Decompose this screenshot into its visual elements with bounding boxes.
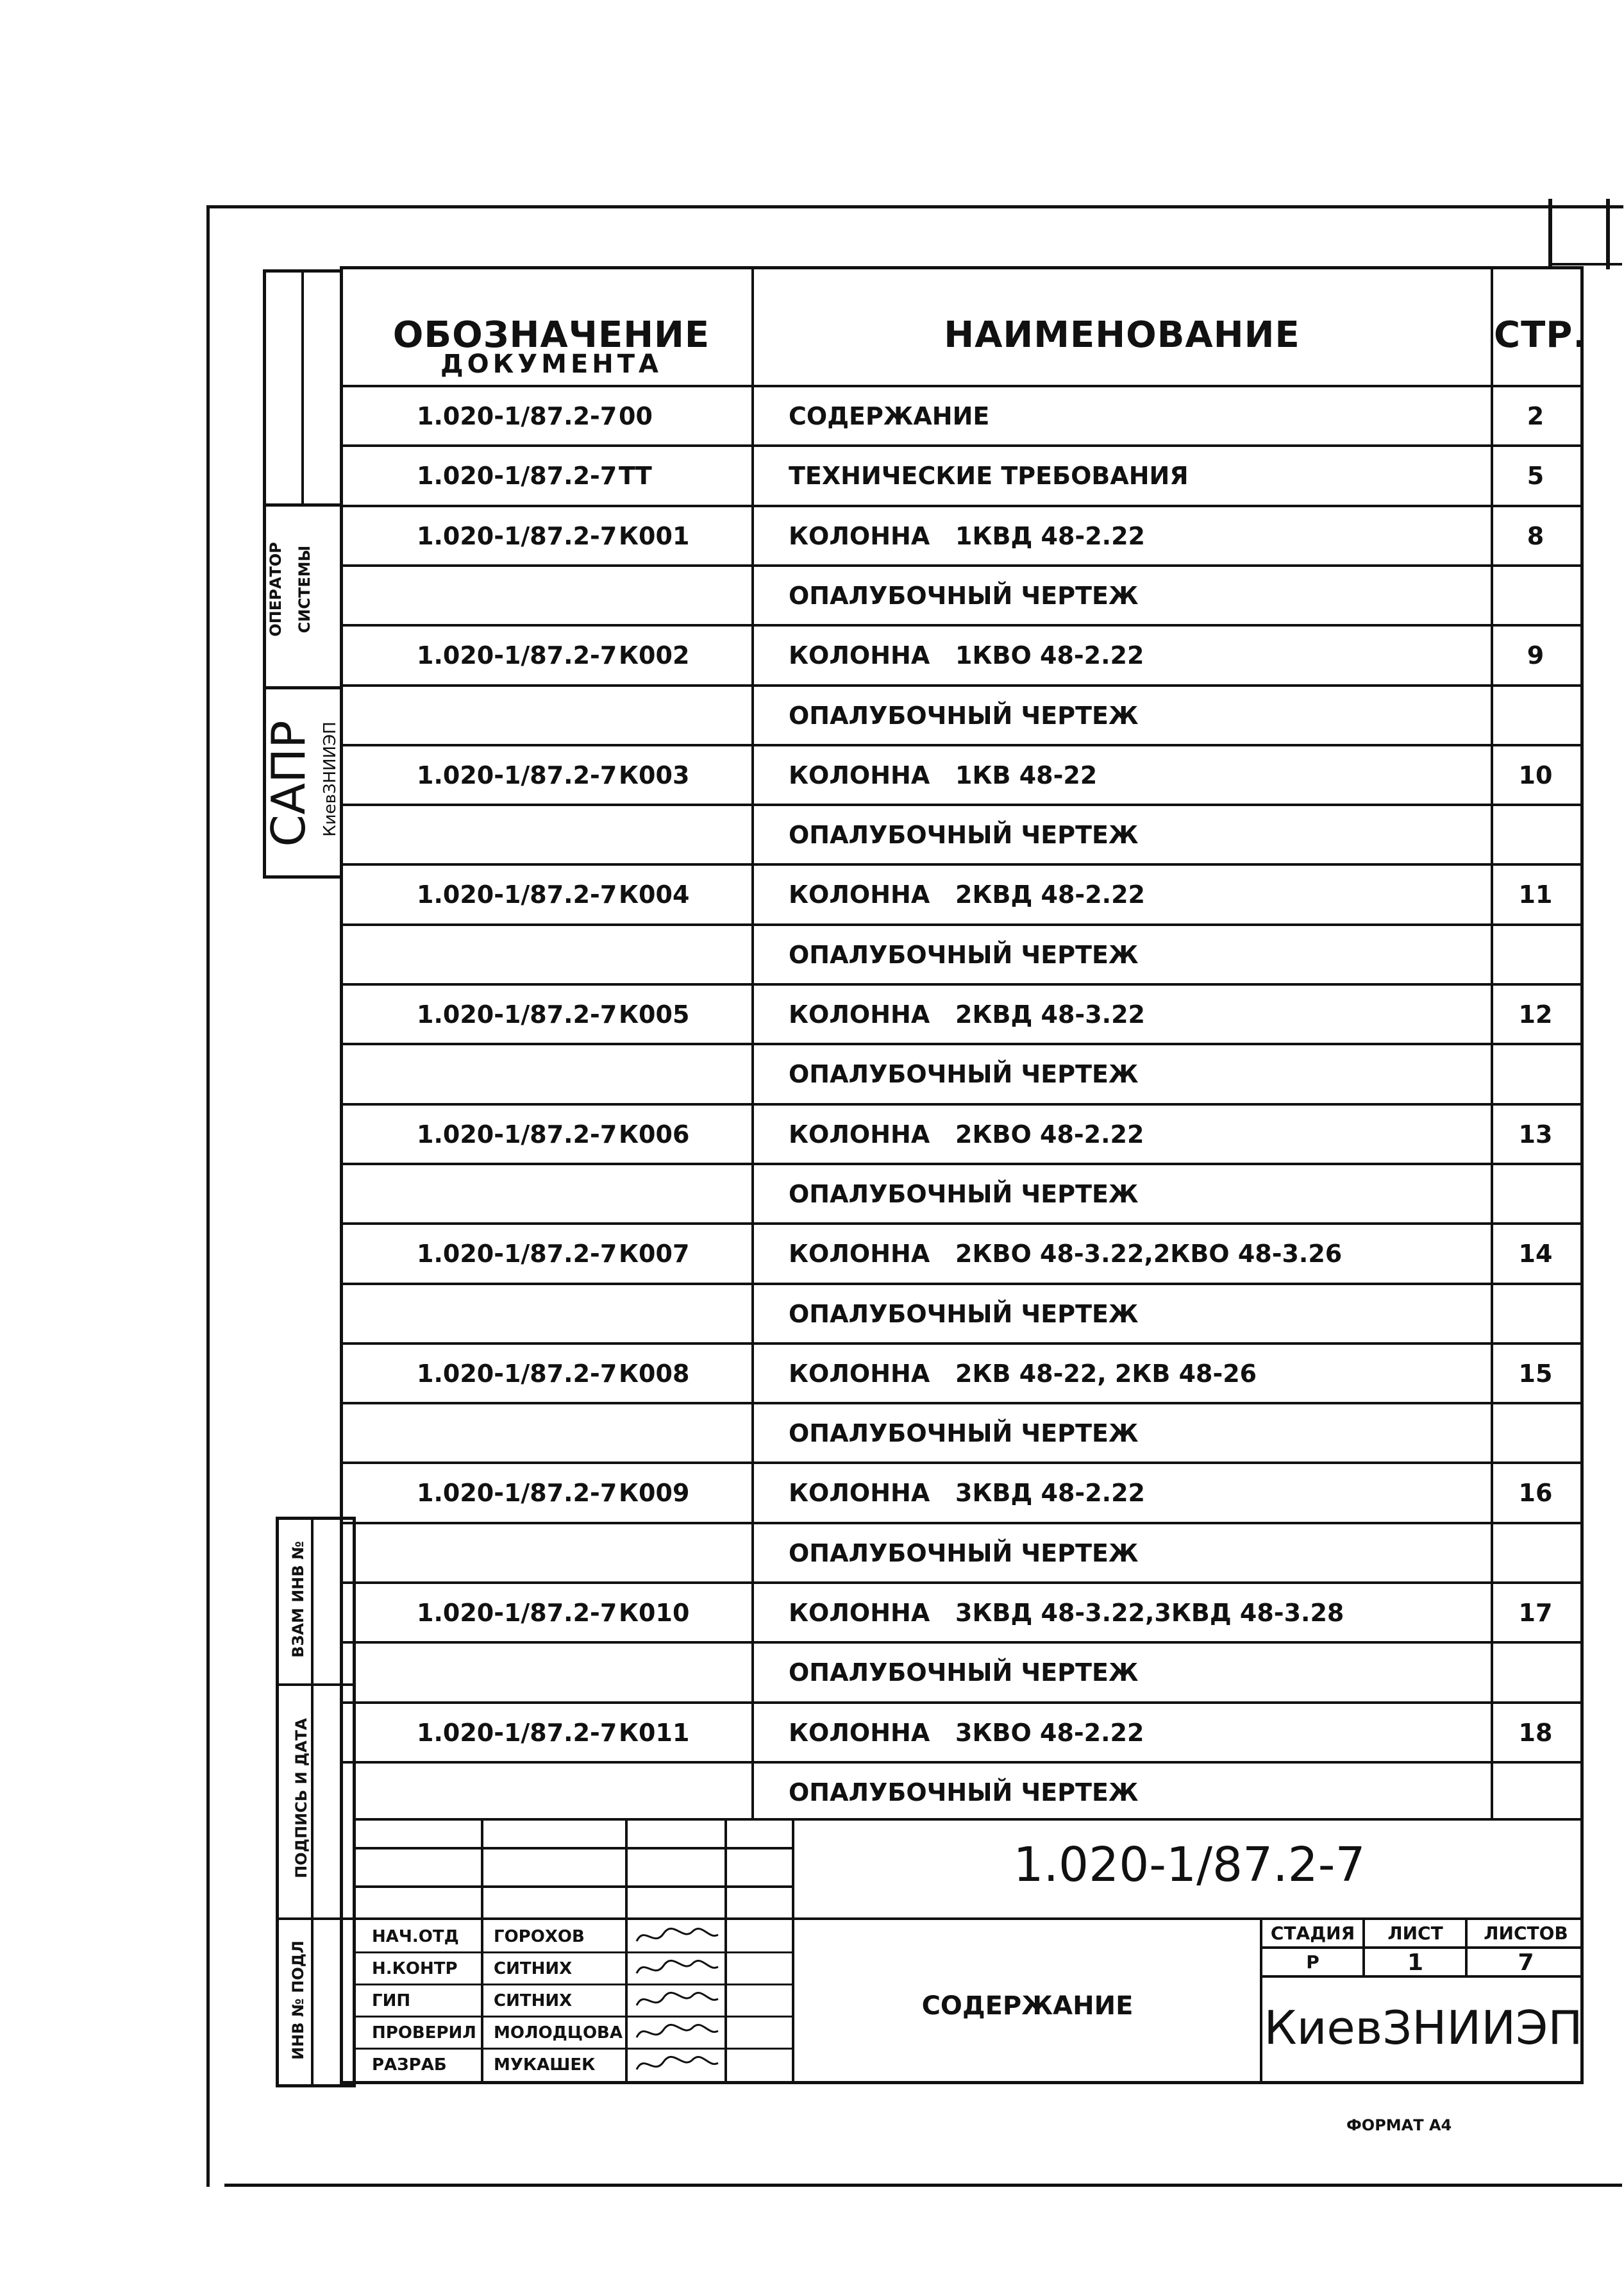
row-suffix: К001 [619,521,690,550]
row-mark: 1КВО 48-2.22 [955,641,1144,670]
row-mark: 2КВД 48-3.22 [955,1000,1145,1029]
row-suffix: К006 [619,1120,690,1149]
header-name: НАИМЕНОВАНИЕ [944,314,1300,356]
row-divider [340,505,1584,507]
signature-mark [632,1954,721,1983]
row-code: 1.020-1/87.2-7 [417,761,617,789]
role-name: МУКАШЕК [494,2055,596,2075]
row-mark: 2КВ 48-22, 2КВ 48-26 [955,1359,1257,1388]
row-mark: 2КВД 48-2.22 [955,880,1145,909]
role-divider [356,1984,792,1985]
row-kind: КОЛОННА [789,1599,930,1627]
row-page: 16 [1518,1479,1553,1508]
role-divider [356,2016,792,2018]
row-suffix: К005 [619,1000,690,1029]
row-kind: КОЛОННА [789,761,930,789]
row-divider [340,744,1584,746]
row-code: 1.020-1/87.2-7 [417,1718,617,1747]
row-kind: КОЛОННА [789,1120,930,1149]
row-page: 14 [1518,1240,1553,1268]
col-divider-1 [751,266,754,1818]
row-page: 11 [1518,880,1553,909]
role-title: РАЗРАБ [372,2055,447,2075]
side-divider-a [276,1683,356,1686]
row-kind: ОПАЛУБОЧНЫЙ ЧЕРТЕЖ [789,940,1139,969]
signature-mark [632,2018,721,2047]
row-code: 1.020-1/87.2-7 [417,1359,617,1388]
corner-mark-2 [1606,199,1610,269]
row-kind: ОПАЛУБОЧНЫЙ ЧЕРТЕЖ [789,1299,1139,1328]
corner-mark-h [1548,263,1622,265]
row-kind: ОПАЛУБОЧНЫЙ ЧЕРТЕЖ [789,1179,1139,1208]
row-kind: ОПАЛУБОЧНЫЙ ЧЕРТЕЖ [789,701,1139,730]
row-mark: 3КВД 48-3.22,3КВД 48-3.28 [955,1599,1344,1627]
row-suffix: К004 [619,880,690,909]
row-kind: ОПАЛУБОЧНЫЙ ЧЕРТЕЖ [789,821,1139,850]
sheet-value: 1 [1407,1950,1424,1976]
row-kind: ОПАЛУБОЧНЫЙ ЧЕРТЕЖ [789,1778,1139,1807]
role-name: СИТНИХ [494,1959,573,1978]
row-code: 1.020-1/87.2-7 [417,521,617,550]
vzam-label: ВЗАМ ИНВ № [289,1541,307,1658]
row-kind: КОЛОННА [789,1240,930,1268]
row-page: 13 [1518,1120,1553,1149]
tb-v-4 [792,1818,794,2084]
header-bottom [340,385,1584,387]
row-divider [340,1342,1584,1345]
row-kind: СОДЕРЖАНИЕ [789,402,990,430]
row-page: 10 [1518,761,1553,789]
header-page: СТР. [1494,314,1587,356]
side-stamp-top-divider [301,269,304,507]
doc-name: СОДЕРЖАНИЕ [921,1991,1134,2021]
row-page: 18 [1518,1718,1553,1747]
row-code: 1.020-1/87.2-7 [417,1599,617,1627]
row-suffix: К007 [619,1240,690,1268]
role-divider [356,1951,792,1953]
role-divider [356,2048,792,2050]
row-suffix: К011 [619,1718,690,1747]
row-page: 2 [1527,402,1544,430]
row-code: 1.020-1/87.2-7 [417,1120,617,1149]
row-divider [340,564,1584,567]
row-divider [340,983,1584,986]
role-name: МОЛОДЦОВА [494,2023,623,2043]
row-divider [340,444,1584,447]
col-divider-2 [1491,266,1493,1818]
row-kind: ОПАЛУБОЧНЫЙ ЧЕРТЕЖ [789,1658,1139,1687]
row-page: 15 [1518,1359,1553,1388]
signature-mark [632,1922,721,1951]
sheets-label: ЛИСТОВ [1484,1923,1568,1944]
row-divider [340,1043,1584,1045]
row-kind: ОПАЛУБОЧНЫЙ ЧЕРТЕЖ [789,1538,1139,1567]
row-divider [340,863,1584,866]
row-mark: 3КВД 48-2.22 [955,1479,1145,1508]
podpis-label: ПОДПИСЬ И ДАТА [292,1718,310,1878]
row-suffix: К010 [619,1599,690,1627]
header-designation: ОБОЗНАЧЕНИЕ [392,314,710,356]
row-kind: ОПАЛУБОЧНЫЙ ЧЕРТЕЖ [789,1060,1139,1089]
tb-v-5 [1260,1917,1262,2084]
role-title: Н.КОНТР [372,1959,458,1978]
role-name: ГОРОХОВ [494,1927,585,1946]
row-divider [340,923,1584,926]
row-code: 1.020-1/87.2-7 [417,641,617,670]
row-divider [340,1522,1584,1524]
row-divider [340,1462,1584,1464]
row-divider [340,684,1584,687]
doc-code: 1.020-1/87.2-7 [1013,1837,1366,1892]
row-code: 1.020-1/87.2-7 [417,1479,617,1508]
row-divider [340,804,1584,806]
row-code: 1.020-1/87.2-7 [417,1240,617,1268]
side-stamp-bottom [276,1517,356,2087]
row-kind: КОЛОННА [789,1479,930,1508]
row-suffix: К003 [619,761,690,789]
inv-label: ИНВ № ПОДЛ [289,1941,307,2060]
row-suffix: К009 [619,1479,690,1508]
row-divider [340,1103,1584,1106]
row-mark: 1КВ 48-22 [955,761,1098,789]
row-mark: 2КВО 48-2.22 [955,1120,1144,1149]
side-divider-b [276,1917,356,1920]
row-suffix: ТТ [619,462,652,491]
row-suffix: К002 [619,641,690,670]
sapr-label: САПР [262,720,315,847]
row-code: 1.020-1/87.2-7 [417,402,617,430]
system-label: СИСТЕМЫ [296,545,314,634]
sheets-value: 7 [1518,1950,1534,1976]
row-code: 1.020-1/87.2-7 [417,462,617,491]
row-kind: ОПАЛУБОЧНЫЙ ЧЕРТЕЖ [789,581,1139,610]
row-divider [340,1761,1584,1764]
row-kind: ОПАЛУБОЧНЫЙ ЧЕРТЕЖ [789,1419,1139,1448]
row-kind: КОЛОННА [789,1359,930,1388]
row-divider [340,1701,1584,1704]
row-suffix: 00 [619,402,653,430]
row-page: 5 [1527,462,1544,491]
stage-value: Р [1306,1951,1319,1973]
row-kind: КОЛОННА [789,1718,930,1747]
operator-label: ОПЕРАТОР [267,542,285,637]
signature-mark [632,1986,721,2015]
row-suffix: К008 [619,1359,690,1388]
row-divider [340,1222,1584,1225]
role-title: ГИП [372,1991,411,2010]
row-code: 1.020-1/87.2-7 [417,1000,617,1029]
row-kind: КОЛОННА [789,1000,930,1029]
row-divider [340,1581,1584,1584]
row-mark: 1КВД 48-2.22 [955,521,1145,550]
row-kind: КОЛОННА [789,521,930,550]
tb-line-3 [356,1917,1584,1920]
row-page: 8 [1527,521,1544,550]
row-mark: 3КВО 48-2.22 [955,1718,1144,1747]
row-divider [340,1283,1584,1285]
row-page: 12 [1518,1000,1553,1029]
titleblock-top [356,1818,1584,1821]
row-kind: ТЕХНИЧЕСКИЕ ТРЕБОВАНИЯ [789,462,1189,491]
row-page: 9 [1527,641,1544,670]
row-divider [340,1641,1584,1644]
stage-label: СТАДИЯ [1270,1923,1355,1944]
signature-mark [632,2050,721,2079]
row-divider [340,624,1584,627]
sheet-bottom-line [224,2184,1622,2187]
row-code: 1.020-1/87.2-7 [417,880,617,909]
row-kind: КОЛОННА [789,880,930,909]
role-title: НАЧ.ОТД [372,1927,459,1946]
org-name: КиевЗНИИЭП [1264,2001,1583,2055]
side-stamp-bottom-divider [311,1517,314,2087]
role-name: СИТНИХ [494,1991,573,2010]
corner-mark [1548,199,1552,269]
tb-stage-line [1260,1946,1584,1949]
sapr-org-label: КиевЗНИИЭП [321,721,340,837]
row-divider [340,1163,1584,1165]
format-note: ФОРМАТ А4 [1346,2116,1452,2134]
header-designation-sub: ДОКУМЕНТА [440,350,662,379]
sheet-label: ЛИСТ [1387,1923,1443,1944]
row-page: 17 [1518,1599,1553,1627]
role-title: ПРОВЕРИЛ [372,2023,476,2043]
row-mark: 2КВО 48-3.22,2КВО 48-3.26 [955,1240,1343,1268]
row-divider [340,1402,1584,1404]
row-kind: КОЛОННА [789,641,930,670]
